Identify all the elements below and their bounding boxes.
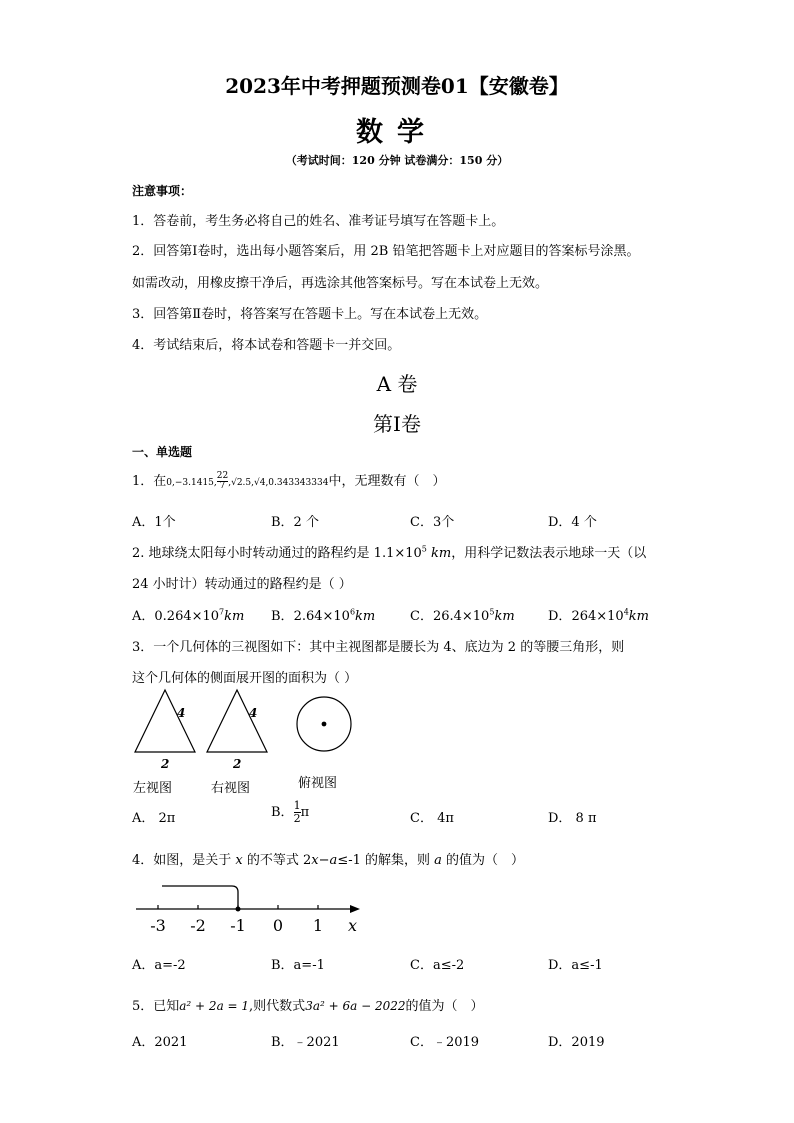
q3-b-label: B．	[271, 805, 294, 820]
caption-left-view: 左视图	[133, 781, 173, 796]
right-base-label: 2	[233, 757, 242, 771]
q2-text-a: 2. 地球绕太阳每小时转动通过的路程约是 1.1×10	[132, 546, 422, 561]
tick-label: 1	[312, 916, 324, 935]
q2-d-exp: 4	[623, 607, 629, 617]
q5-option-a: A．2021	[132, 1035, 188, 1050]
q3-b-pi: π	[300, 805, 310, 820]
tick-label: -1	[230, 916, 246, 935]
q4-text-a: 4．如图，是关于	[132, 853, 236, 868]
question-1	[132, 470, 445, 491]
solution-ray	[162, 886, 238, 909]
q2-b-label: B．	[271, 609, 294, 624]
q2-unit: km	[431, 546, 452, 561]
tick-label: -3	[150, 916, 166, 935]
caption-right-view: 右视图	[211, 781, 251, 796]
axis-label-x: x	[348, 916, 358, 935]
top-view-center-dot	[322, 722, 327, 727]
number-line-arrow	[350, 905, 360, 913]
right-view-triangle	[207, 690, 267, 752]
q2-a-exp: 7	[219, 607, 225, 617]
q2-b-mant: 2.64×10	[293, 609, 350, 624]
q4-var-x: x	[235, 853, 243, 868]
q4-option-d: D．a≤-1	[548, 958, 603, 973]
note-item: 3．回答第Ⅱ卷时，将答案写在答题卡上。写在本试卷上无效。	[132, 307, 488, 322]
q4-option-a: A．a=-2	[132, 958, 186, 973]
right-side-label: 4	[249, 706, 258, 720]
q1-list-a: 0,−3.1415,	[166, 478, 217, 488]
part-title: 第Ⅰ卷	[373, 412, 421, 436]
q2-c-exp: 5	[489, 607, 495, 617]
section-heading: 一、单选题	[132, 445, 193, 459]
q4-text-e: 的值为（ ）	[441, 853, 525, 868]
q3-b-fraction	[294, 800, 301, 825]
exam-title: 2023年中考押题预测卷01【安徽卷】	[225, 74, 569, 98]
q5-expr-1: a² + 2a = 1	[179, 999, 250, 1013]
q2-d-mant: 264×10	[571, 609, 624, 624]
question-3-line-2: 这个几何体的侧面展开图的面积为（ ）	[132, 671, 358, 686]
q2-option-b	[271, 605, 375, 624]
q1-option-c: C．3个	[410, 515, 455, 530]
left-side-label: 4	[177, 706, 186, 720]
left-view-triangle	[135, 690, 195, 752]
q2-exponent: 5	[421, 544, 427, 554]
q1-frac-num: 22	[216, 471, 229, 481]
note-item: 2．回答第Ⅰ卷时，选出每小题答案后，用 2B 铅笔把答题卡上对应题目的答案标号涂黑。	[132, 244, 640, 259]
q3-b-den: 2	[293, 812, 301, 825]
q2-option-a	[132, 605, 244, 624]
question-2-line-2: 24 小时计）转动通过的路程约是（ ）	[132, 577, 352, 592]
volume-title: A 卷	[376, 372, 418, 396]
q2-b-exp: 6	[349, 607, 356, 617]
q1-prefix: 1．在	[132, 474, 167, 489]
q4-option-b: B．a=-1	[271, 958, 325, 973]
q1-option-a: A．1个	[132, 515, 176, 530]
q4-var-a-2: a	[434, 853, 442, 868]
q2-option-c	[410, 605, 515, 624]
q5-text-c: 的值为（ ）	[405, 999, 484, 1014]
three-view-figure	[128, 684, 368, 774]
q1-option-d: D．4 个	[548, 515, 597, 530]
exam-meta: （考试时间：120 分钟 试卷满分：150 分）	[285, 154, 509, 167]
q3-option-b	[271, 800, 309, 825]
note-item: 1．答卷前，考生务必将自己的姓名、准考证号填写在答题卡上。	[132, 214, 505, 229]
left-base-label: 2	[161, 757, 170, 771]
question-3-line-1: 3．一个几何体的三视图如下：其中主视图都是腰长为 4、底边为 2 的等腰三角形，则	[132, 640, 625, 655]
q2-c-label: C．	[410, 609, 433, 624]
q5-option-c: C．﹣2019	[410, 1035, 480, 1050]
q4-text-d: ≤-1 的解集，则	[337, 853, 435, 868]
note-item: 4．考试结束后，将本试卷和答题卡一并交回。	[132, 338, 401, 353]
q2-c-mant: 26.4×10	[432, 609, 490, 624]
q5-option-d: D．2019	[548, 1035, 605, 1050]
q2-a-mant: 0.264×10	[154, 609, 220, 624]
caption-top-view: 俯视图	[298, 776, 338, 791]
question-5	[132, 995, 484, 1014]
question-4	[132, 849, 524, 868]
q1-list-b: ,√2.5,√4,0.343343334	[228, 478, 329, 488]
q2-d-label: D．	[548, 609, 572, 624]
q5-text-b: ,则代数式	[249, 999, 306, 1014]
q3-option-d: D． 8 π	[548, 811, 597, 826]
q2-a-label: A．	[132, 609, 155, 624]
tick-label: -2	[190, 916, 206, 935]
q4-option-c: C．a≤-2	[410, 958, 465, 973]
q4-var-x-2: x	[311, 853, 319, 868]
notes-heading: 注意事项：	[132, 184, 193, 198]
q3-option-c: C． 4π	[410, 811, 454, 826]
q5-expr-2: 3a² + 6a − 2022	[305, 999, 406, 1013]
q4-text-b: 的不等式 2	[242, 853, 312, 868]
note-item: 如需改动，用橡皮擦干净后，再选涂其他答案标号。写在本试卷上无效。	[132, 276, 549, 291]
q3-option-a: A． 2π	[132, 811, 176, 826]
q1-option-b: B．2 个	[271, 515, 319, 530]
q2-c-unit: km	[494, 609, 515, 624]
q1-suffix: 中，无理数有（ ）	[328, 474, 446, 489]
q4-var-a: a	[329, 853, 338, 868]
tick-label: 0	[272, 916, 284, 935]
q2-d-unit: km	[628, 609, 649, 624]
q4-text-c: −	[318, 853, 330, 868]
q1-fraction	[217, 472, 228, 491]
q5-option-b: B．﹣2021	[271, 1035, 340, 1050]
q2-option-d	[548, 605, 649, 624]
q1-frac-den: 7	[219, 481, 226, 491]
q2-b-unit: km	[355, 609, 376, 624]
question-2-line-1	[132, 542, 646, 561]
q2-text-b: ，用科学记数法表示地球一天（以	[451, 546, 647, 561]
q2-a-unit: km	[224, 609, 245, 624]
q3-b-num: 1	[293, 799, 301, 812]
subject-title: 数学	[356, 117, 438, 148]
q5-text-a: 5．已知	[132, 999, 180, 1014]
number-line	[128, 876, 368, 938]
